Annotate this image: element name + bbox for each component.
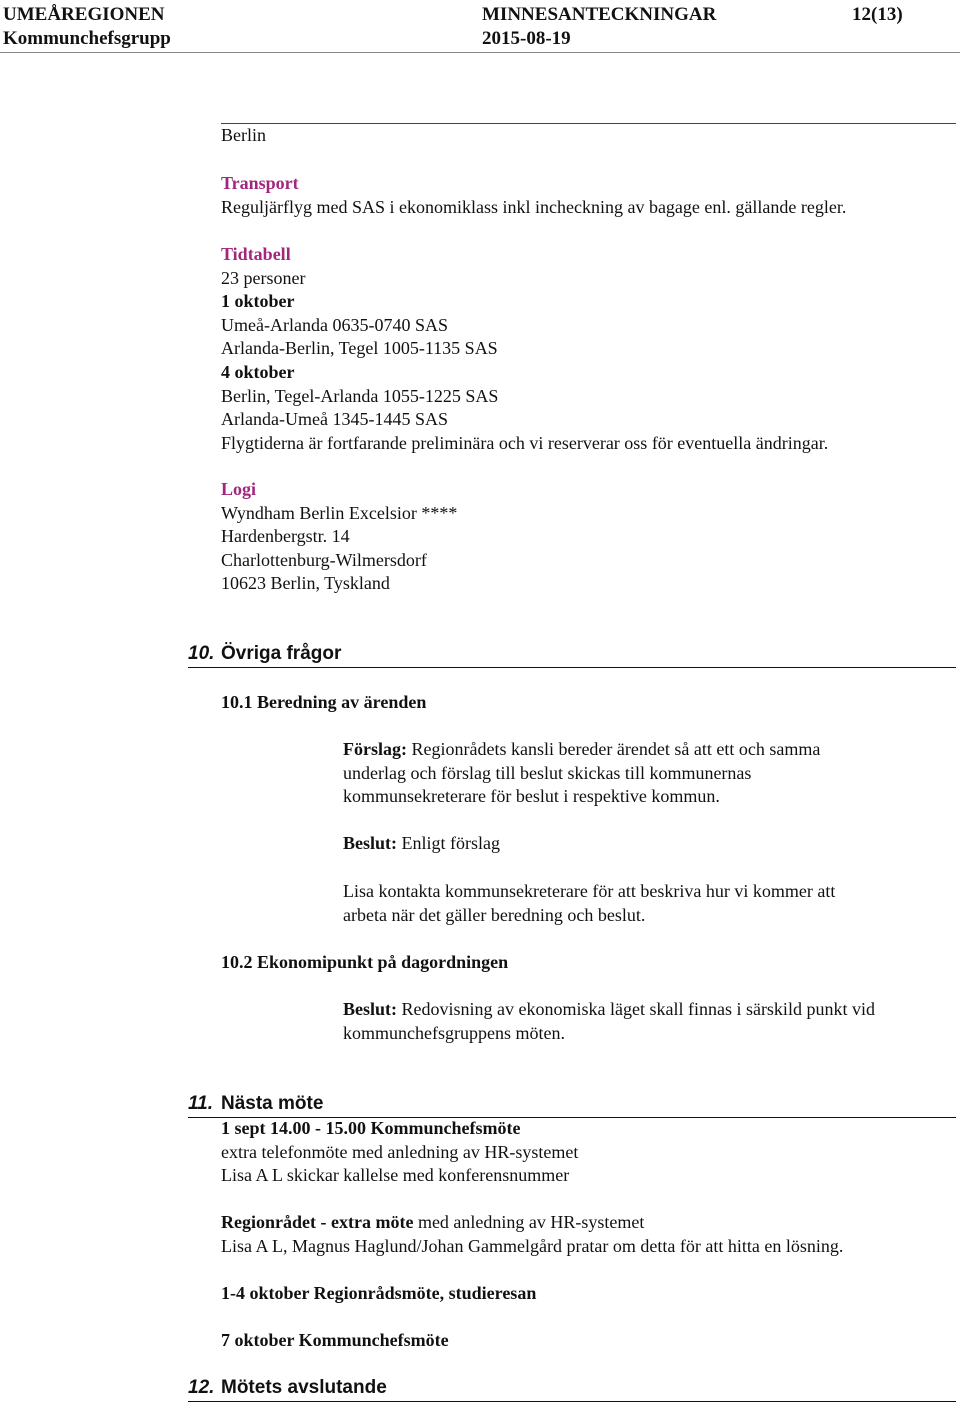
document-header (0, 0, 960, 56)
lodging-block (221, 478, 956, 596)
section-10-title: Övriga frågor (221, 643, 342, 664)
section-11-number: 11. (188, 1093, 214, 1114)
travel-destination-block (221, 124, 956, 148)
schedule-block (221, 243, 956, 455)
item-10-2-decision-line1: Redovisning av ekonomiska läget skall finnas i särskild punkt vid (401, 999, 875, 1019)
meeting-3-block (221, 1282, 956, 1306)
meeting-1-line2: extra telefonmöte med anledning av HR-systemet (221, 1141, 579, 1162)
schedule-note: Flygtiderna är fortfarande preliminära och vi reserverar oss för eventuella ändringar. (221, 432, 829, 453)
header-page-number: 12(13) (852, 4, 903, 25)
lodging-heading: Logi (221, 479, 257, 499)
schedule-flight4: Arlanda-Umeå 1345-1445 SAS (221, 409, 448, 430)
schedule-flight1: Umeå-Arlanda 0635-0740 SAS (221, 314, 448, 335)
section-12-heading (188, 1375, 956, 1402)
meeting-2-block (221, 1211, 956, 1258)
schedule-heading: Tidtabell (221, 244, 291, 264)
section-12-number: 12. (188, 1377, 215, 1398)
meeting-4-block (221, 1329, 956, 1353)
schedule-persons: 23 personer (221, 267, 306, 288)
destination: Berlin (221, 125, 266, 145)
schedule-day1: 1 oktober (221, 291, 295, 312)
schedule-flight2: Arlanda-Berlin, Tegel 1005-1135 SAS (221, 338, 498, 359)
lodging-street: Hardenbergstr. 14 (221, 526, 350, 547)
meeting-1-title: 1 sept 14.00 - 15.00 Kommunchefsmöte (221, 1118, 521, 1138)
transport-heading: Transport (221, 173, 299, 193)
item-10-2-decision (343, 998, 956, 1045)
item-10-1-action (343, 880, 956, 927)
action-line2: arbeta när det gäller beredning och beslut. (343, 904, 646, 925)
decision-text: Enligt förslag (401, 833, 500, 853)
lodging-district: Charlottenburg-Wilmersdorf (221, 549, 427, 570)
section-10-heading (188, 641, 956, 668)
proposal-label: Förslag: (343, 739, 407, 759)
header-divider (0, 52, 960, 53)
item-10-1-decision (343, 832, 956, 856)
decision-label: Beslut: (343, 833, 397, 853)
meeting-4: 7 oktober Kommunchefsmöte (221, 1330, 449, 1350)
meeting-2-line2: Lisa A L, Magnus Haglund/Johan Gammelgård pratar om detta för att hitta en lösning. (221, 1235, 844, 1256)
item-10-2-title-block (221, 951, 956, 975)
header-group: Kommunchefsgrupp (3, 28, 171, 49)
header-date: 2015-08-19 (482, 28, 571, 49)
proposal-line1: Regionrådets kansli bereder ärendet så att ett och samma (411, 739, 821, 759)
item-10-1-title-block (221, 691, 956, 715)
transport-block (221, 172, 956, 219)
schedule-flight3: Berlin, Tegel-Arlanda 1055-1225 SAS (221, 385, 499, 406)
meeting-1-block (221, 1117, 956, 1188)
item-10-2-title: 10.2 Ekonomipunkt på dagordningen (221, 952, 509, 972)
lodging-city: 10623 Berlin, Tyskland (221, 573, 390, 594)
section-11-heading (188, 1091, 956, 1118)
schedule-day2: 4 oktober (221, 361, 295, 382)
header-doc-type: MINNESANTECKNINGAR (482, 4, 717, 25)
meeting-2-rest: med anledning av HR-systemet (413, 1212, 645, 1232)
lodging-hotel: Wyndham Berlin Excelsior **** (221, 502, 458, 523)
item-10-1-title: 10.1 Beredning av ärenden (221, 692, 427, 712)
item-10-2-decision-label: Beslut: (343, 999, 397, 1019)
meeting-3: 1-4 oktober Regionrådsmöte, studieresan (221, 1283, 537, 1303)
section-11-title: Nästa möte (221, 1093, 324, 1114)
item-10-2-decision-line2: kommunchefsgruppens möten. (343, 1022, 565, 1043)
header-org: UMEÅREGIONEN (3, 4, 165, 25)
proposal-line3: kommunsekreterare för beslut i respektive kommun. (343, 786, 720, 807)
item-10-1-proposal (343, 738, 956, 809)
action-line1: Lisa kontakta kommunsekreterare för att beskriva hur vi kommer att (343, 881, 836, 901)
section-12-title: Mötets avslutande (221, 1377, 387, 1398)
transport-text: Reguljärflyg med SAS i ekonomiklass inkl incheckning av bagage enl. gällande regler. (221, 196, 847, 217)
proposal-line2: underlag och förslag till beslut skickas till kommunernas (343, 762, 752, 783)
section-10-number: 10. (188, 643, 215, 664)
meeting-2-title: Regionrådet - extra möte (221, 1212, 414, 1232)
meeting-1-line3: Lisa A L skickar kallelse med konferensnummer (221, 1165, 570, 1186)
